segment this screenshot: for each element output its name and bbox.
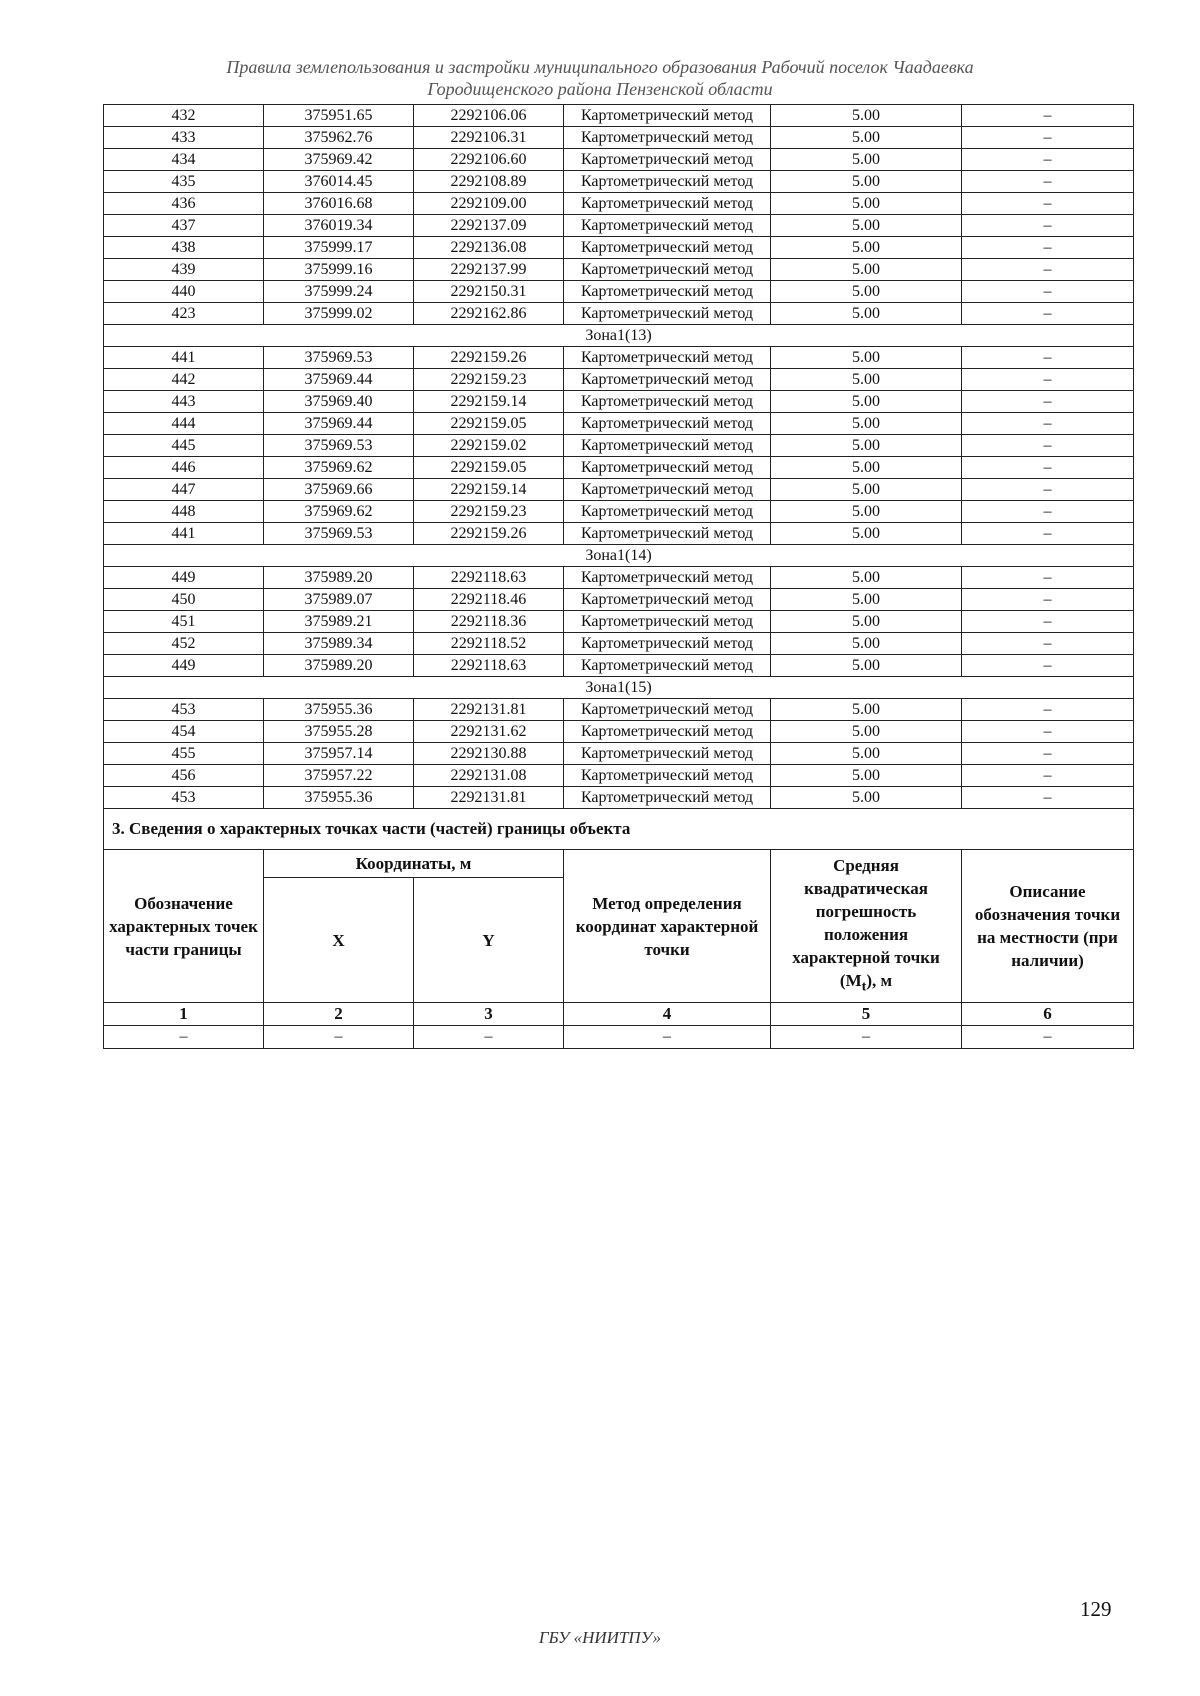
- error-value: 5.00: [771, 501, 962, 523]
- method: Картометрический метод: [564, 237, 771, 259]
- error-value: 5.00: [771, 435, 962, 457]
- point-id: 441: [104, 523, 264, 545]
- point-id: 456: [104, 765, 264, 787]
- method: Картометрический метод: [564, 501, 771, 523]
- empty-cell-6: –: [962, 1026, 1134, 1049]
- error-value: 5.00: [771, 259, 962, 281]
- zone-label: Зона1(14): [104, 545, 1134, 567]
- method: Картометрический метод: [564, 743, 771, 765]
- description: –: [962, 611, 1134, 633]
- method: Картометрический метод: [564, 193, 771, 215]
- table-row: [104, 105, 1134, 127]
- point-id: 453: [104, 699, 264, 721]
- description: –: [962, 127, 1134, 149]
- footer-organization: ГБУ «НИИТПУ»: [538, 1628, 662, 1647]
- table-row: [104, 699, 1134, 721]
- point-id: 449: [104, 655, 264, 677]
- point-id: 441: [104, 347, 264, 369]
- error-value: 5.00: [771, 105, 962, 127]
- col-number-2: 2: [264, 1003, 414, 1026]
- col-header-y: Y: [414, 878, 564, 1003]
- table-row: [104, 589, 1134, 611]
- table-row: [104, 435, 1134, 457]
- zone-row: [104, 545, 1134, 567]
- zone-label: Зона1(13): [104, 325, 1134, 347]
- table-row: [104, 171, 1134, 193]
- description: –: [962, 303, 1134, 325]
- coord-x: 375969.42: [264, 149, 414, 171]
- point-id: 442: [104, 369, 264, 391]
- empty-cell-4: –: [564, 1026, 771, 1049]
- point-id: 434: [104, 149, 264, 171]
- table-row: [104, 127, 1134, 149]
- description: –: [962, 193, 1134, 215]
- description: –: [962, 435, 1134, 457]
- coord-x: 375969.44: [264, 369, 414, 391]
- description: –: [962, 589, 1134, 611]
- error-value: 5.00: [771, 281, 962, 303]
- description: –: [962, 743, 1134, 765]
- point-id: 439: [104, 259, 264, 281]
- description: –: [962, 149, 1134, 171]
- point-id: 455: [104, 743, 264, 765]
- coord-x: 375955.36: [264, 787, 414, 809]
- coord-y: 2292159.14: [414, 479, 564, 501]
- coord-y: 2292150.31: [414, 281, 564, 303]
- error-value: 5.00: [771, 369, 962, 391]
- error-value: 5.00: [771, 633, 962, 655]
- coord-y: 2292131.81: [414, 699, 564, 721]
- error-value: 5.00: [771, 567, 962, 589]
- error-value: 5.00: [771, 699, 962, 721]
- error-value: 5.00: [771, 743, 962, 765]
- method: Картометрический метод: [564, 655, 771, 677]
- coord-y: 2292131.08: [414, 765, 564, 787]
- empty-cell-2: –: [264, 1026, 414, 1049]
- coord-y: 2292137.99: [414, 259, 564, 281]
- error-value: 5.00: [771, 215, 962, 237]
- coord-y: 2292136.08: [414, 237, 564, 259]
- method: Картометрический метод: [564, 523, 771, 545]
- table-row: [104, 721, 1134, 743]
- point-id: 453: [104, 787, 264, 809]
- error-value: 5.00: [771, 655, 962, 677]
- col-header-coordinates: Координаты, м: [264, 850, 564, 878]
- description: –: [962, 655, 1134, 677]
- col-number-1: 1: [104, 1003, 264, 1026]
- table-row: [104, 281, 1134, 303]
- coord-x: 375999.02: [264, 303, 414, 325]
- error-value: 5.00: [771, 721, 962, 743]
- coord-x: 375955.36: [264, 699, 414, 721]
- point-id: 432: [104, 105, 264, 127]
- method: Картометрический метод: [564, 303, 771, 325]
- col-number-6: 6: [962, 1003, 1134, 1026]
- method: Картометрический метод: [564, 171, 771, 193]
- col-number-5: 5: [771, 1003, 962, 1026]
- coord-x: 375969.53: [264, 347, 414, 369]
- description: –: [962, 523, 1134, 545]
- point-id: 440: [104, 281, 264, 303]
- coordinates-table: [103, 104, 1134, 1049]
- point-id: 454: [104, 721, 264, 743]
- empty-cell-3: –: [414, 1026, 564, 1049]
- error-value: 5.00: [771, 589, 962, 611]
- coord-x: 375951.65: [264, 105, 414, 127]
- description: –: [962, 699, 1134, 721]
- table-row: [104, 413, 1134, 435]
- coord-y: 2292118.52: [414, 633, 564, 655]
- coord-x: 375969.40: [264, 391, 414, 413]
- point-id: 449: [104, 567, 264, 589]
- description: –: [962, 765, 1134, 787]
- method: Картометрический метод: [564, 215, 771, 237]
- error-value: 5.00: [771, 787, 962, 809]
- description: –: [962, 105, 1134, 127]
- method: Картометрический метод: [564, 435, 771, 457]
- table-row: [104, 655, 1134, 677]
- col-header-method: Метод определения координат характерной точки: [564, 850, 771, 1003]
- description: –: [962, 347, 1134, 369]
- coord-y: 2292159.05: [414, 413, 564, 435]
- method: Картометрический метод: [564, 105, 771, 127]
- section3-body: [104, 809, 1134, 1049]
- error-value: 5.00: [771, 127, 962, 149]
- col-header-description: Описание обозначения точки на местности (при наличии): [962, 850, 1134, 1003]
- coord-y: 2292159.02: [414, 435, 564, 457]
- description: –: [962, 369, 1134, 391]
- section-3-title: 3. Сведения о характерных точках части (частей) границы объекта: [104, 809, 1134, 850]
- table-row: [104, 633, 1134, 655]
- method: Картометрический метод: [564, 391, 771, 413]
- description: –: [962, 259, 1134, 281]
- coord-x: 375969.44: [264, 413, 414, 435]
- point-id: 443: [104, 391, 264, 413]
- description: –: [962, 215, 1134, 237]
- method: Картометрический метод: [564, 611, 771, 633]
- point-id: 448: [104, 501, 264, 523]
- table-row: [104, 457, 1134, 479]
- error-value: 5.00: [771, 149, 962, 171]
- col-header-x: X: [264, 878, 414, 1003]
- point-id: 433: [104, 127, 264, 149]
- coord-x: 375989.20: [264, 655, 414, 677]
- description: –: [962, 567, 1134, 589]
- table-row: [104, 479, 1134, 501]
- method: Картометрический метод: [564, 765, 771, 787]
- table-row: [104, 193, 1134, 215]
- table-row: [104, 501, 1134, 523]
- method: Картометрический метод: [564, 633, 771, 655]
- coord-x: 376019.34: [264, 215, 414, 237]
- coord-x: 375999.17: [264, 237, 414, 259]
- error-value: 5.00: [771, 765, 962, 787]
- point-id: 445: [104, 435, 264, 457]
- document-header: [150, 56, 1050, 100]
- zone-row: [104, 325, 1134, 347]
- description: –: [962, 237, 1134, 259]
- coord-y: 2292118.63: [414, 655, 564, 677]
- method: Картометрический метод: [564, 589, 771, 611]
- coord-y: 2292118.46: [414, 589, 564, 611]
- empty-cell-5: –: [771, 1026, 962, 1049]
- coord-y: 2292130.88: [414, 743, 564, 765]
- table-row: [104, 303, 1134, 325]
- coord-x: 375969.62: [264, 501, 414, 523]
- error-value: 5.00: [771, 611, 962, 633]
- coord-x: 376016.68: [264, 193, 414, 215]
- description: –: [962, 479, 1134, 501]
- coord-y: 2292108.89: [414, 171, 564, 193]
- coord-y: 2292137.09: [414, 215, 564, 237]
- coord-x: 375969.53: [264, 523, 414, 545]
- table-row: [104, 523, 1134, 545]
- point-id: 452: [104, 633, 264, 655]
- method: Картометрический метод: [564, 149, 771, 171]
- empty-cell-1: –: [104, 1026, 264, 1049]
- description: –: [962, 501, 1134, 523]
- table-row: [104, 149, 1134, 171]
- table-row: [104, 237, 1134, 259]
- zone-label: Зона1(15): [104, 677, 1134, 699]
- error-value: 5.00: [771, 479, 962, 501]
- coord-y: 2292118.36: [414, 611, 564, 633]
- coord-y: 2292159.14: [414, 391, 564, 413]
- method: Картометрический метод: [564, 699, 771, 721]
- error-value: 5.00: [771, 347, 962, 369]
- page-number: 129: [1080, 1597, 1112, 1621]
- method: Картометрический метод: [564, 567, 771, 589]
- method: Картометрический метод: [564, 369, 771, 391]
- table-row: [104, 347, 1134, 369]
- error-value: 5.00: [771, 171, 962, 193]
- points-body: [104, 105, 1134, 809]
- description: –: [962, 281, 1134, 303]
- description: –: [962, 721, 1134, 743]
- table-row: [104, 765, 1134, 787]
- coord-x: 375969.53: [264, 435, 414, 457]
- error-value: 5.00: [771, 237, 962, 259]
- header-line-1: Правила землепользования и застройки муниципального образования Рабочий поселок Чаадаевка: [226, 57, 974, 77]
- table-row: [104, 611, 1134, 633]
- method: Картометрический метод: [564, 479, 771, 501]
- error-value: 5.00: [771, 193, 962, 215]
- coord-y: 2292106.60: [414, 149, 564, 171]
- point-id: 436: [104, 193, 264, 215]
- coord-y: 2292159.05: [414, 457, 564, 479]
- point-id: 437: [104, 215, 264, 237]
- coord-y: 2292106.06: [414, 105, 564, 127]
- description: –: [962, 633, 1134, 655]
- coord-x: 375989.34: [264, 633, 414, 655]
- coord-x: 375957.14: [264, 743, 414, 765]
- coord-y: 2292131.62: [414, 721, 564, 743]
- description: –: [962, 787, 1134, 809]
- coord-y: 2292159.26: [414, 347, 564, 369]
- zone-row: [104, 677, 1134, 699]
- col-header-error: Средняя квадратическая погрешность положения характерной точки $(M_t)$, м: [771, 850, 962, 1003]
- coord-y: 2292109.00: [414, 193, 564, 215]
- header-line-2: Городищенского района Пензенской области: [427, 79, 773, 99]
- point-id: 444: [104, 413, 264, 435]
- coord-y: 2292106.31: [414, 127, 564, 149]
- point-id: 451: [104, 611, 264, 633]
- table-row: [104, 369, 1134, 391]
- coord-x: 375957.22: [264, 765, 414, 787]
- point-id: 446: [104, 457, 264, 479]
- description: –: [962, 171, 1134, 193]
- coord-y: 2292162.86: [414, 303, 564, 325]
- error-value: 5.00: [771, 391, 962, 413]
- table-row: [104, 567, 1134, 589]
- coord-x: 375999.16: [264, 259, 414, 281]
- point-id: 435: [104, 171, 264, 193]
- point-id: 438: [104, 237, 264, 259]
- method: Картометрический метод: [564, 413, 771, 435]
- table-row: [104, 787, 1134, 809]
- description: –: [962, 457, 1134, 479]
- point-id: 423: [104, 303, 264, 325]
- coord-x: 375962.76: [264, 127, 414, 149]
- coord-x: 375989.20: [264, 567, 414, 589]
- coord-x: 375989.07: [264, 589, 414, 611]
- point-id: 450: [104, 589, 264, 611]
- error-value: 5.00: [771, 303, 962, 325]
- method: Картометрический метод: [564, 127, 771, 149]
- table-row: [104, 743, 1134, 765]
- coord-x: 375989.21: [264, 611, 414, 633]
- coord-y: 2292159.26: [414, 523, 564, 545]
- method: Картометрический метод: [564, 259, 771, 281]
- coord-y: 2292118.63: [414, 567, 564, 589]
- col-number-3: 3: [414, 1003, 564, 1026]
- method: Картометрический метод: [564, 281, 771, 303]
- method: Картометрический метод: [564, 457, 771, 479]
- coord-y: 2292159.23: [414, 501, 564, 523]
- table-row: [104, 391, 1134, 413]
- coord-x: 376014.45: [264, 171, 414, 193]
- coord-x: 375969.62: [264, 457, 414, 479]
- coord-x: 375969.66: [264, 479, 414, 501]
- coord-x: 375955.28: [264, 721, 414, 743]
- error-value: 5.00: [771, 413, 962, 435]
- col-number-4: 4: [564, 1003, 771, 1026]
- table-row: [104, 215, 1134, 237]
- coord-y: 2292159.23: [414, 369, 564, 391]
- method: Картометрический метод: [564, 721, 771, 743]
- description: –: [962, 413, 1134, 435]
- table-row: [104, 259, 1134, 281]
- col-header-point: Обозначение характерных точек части границы: [104, 850, 264, 1003]
- coord-y: 2292131.81: [414, 787, 564, 809]
- method: Картометрический метод: [564, 787, 771, 809]
- method: Картометрический метод: [564, 347, 771, 369]
- error-value: 5.00: [771, 457, 962, 479]
- description: –: [962, 391, 1134, 413]
- error-value: 5.00: [771, 523, 962, 545]
- point-id: 447: [104, 479, 264, 501]
- coord-x: 375999.24: [264, 281, 414, 303]
